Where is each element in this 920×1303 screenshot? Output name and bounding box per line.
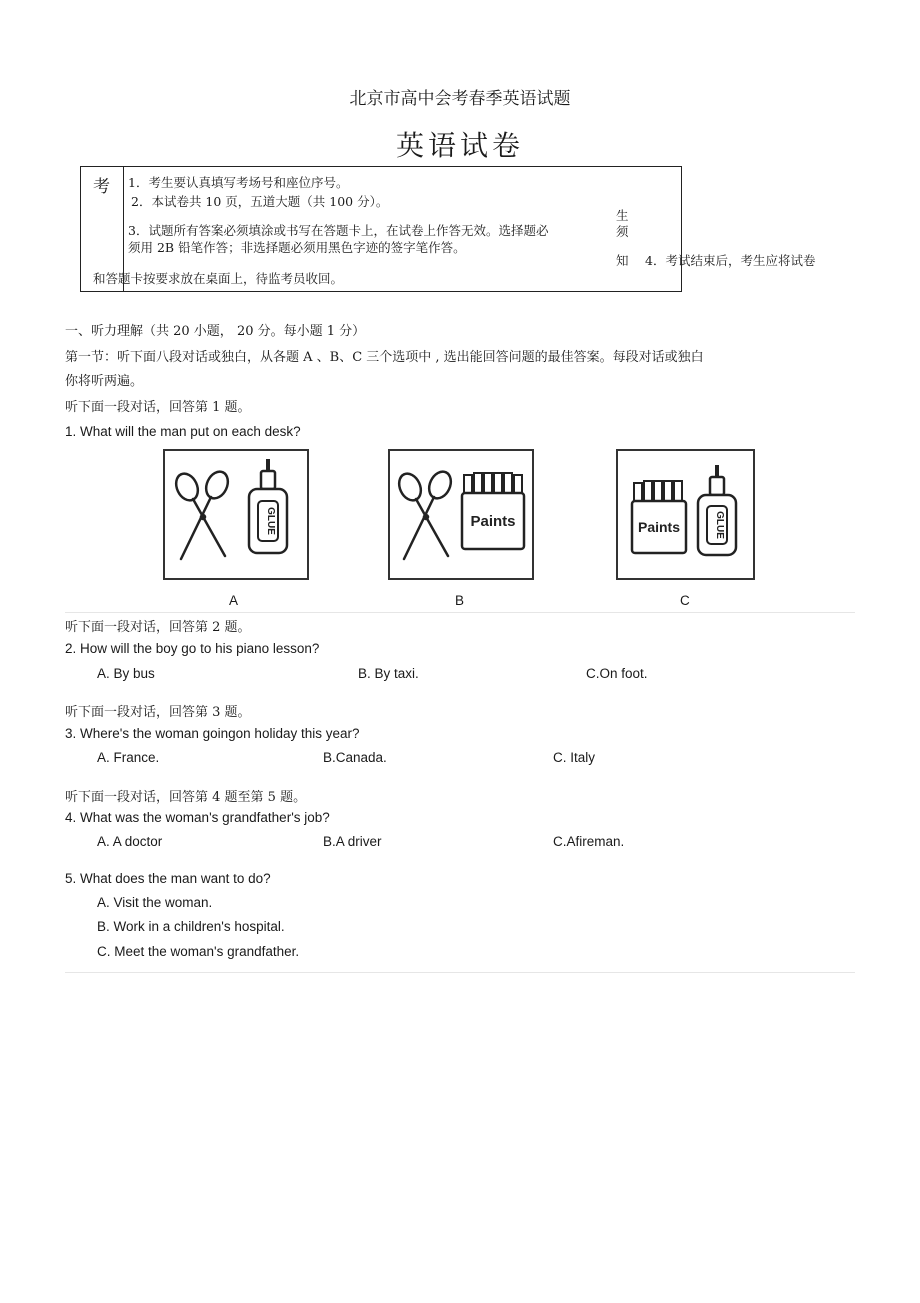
scissors-icon [172,468,232,559]
notice-label-xu: 须 [616,224,629,239]
page-title: 北京市高中会考春季英语试题 [349,89,571,109]
paints-label: Paints [637,519,681,535]
question-2-option-c: C.On foot. [586,666,648,681]
question-2-option-a: A. By bus [97,666,155,681]
question-intro-4: 听下面一段对话，回答第 4 题至第 5 题。 [65,790,307,805]
question-intro-2: 听下面一段对话，回答第 2 题。 [65,620,251,635]
question-2-option-b: B. By taxi. [358,666,419,681]
notice-label-kao: 考 [93,177,110,197]
paints-box-icon [632,481,686,553]
question-4-text: 4. What was the woman's grandfather's job? [65,810,330,825]
paints-label: Paints [470,513,516,530]
glue-icon [698,465,736,555]
notice-label-zhi: 知 [616,253,629,268]
paints-box-icon [462,473,524,549]
scissors-paints-illustration [390,451,532,578]
notice-item-3-line1: 3．试题所有答案必须填涂或书写在答题卡上，在试卷上作答无效。选择题必 [128,223,549,238]
question-5-text: 5. What does the man want to do? [65,871,271,886]
question-1-text: 1. What will the man put on each desk? [65,424,301,439]
image-label-b: B [455,593,465,608]
image-label-a: A [229,593,239,608]
question-3-option-a: A. France. [97,750,160,765]
glue-label: GLUE [265,507,276,535]
notice-label-sheng: 生 [616,208,629,223]
question-4-option-c: C.Afireman. [553,834,625,849]
scissors-icon [395,468,455,559]
scissors-glue-illustration [165,451,307,578]
question-2-text: 2. How will the boy go to his piano lesson? [65,641,320,656]
question-3-option-c: C. Italy [553,750,596,765]
option-image-b [388,449,534,580]
notice-item-4-line2: 和答题卡按要求放在桌面上，待监考员收回。 [93,271,344,286]
question-4-option-b: B.A driver [323,834,382,849]
question-5-option-a: A. Visit the woman. [97,895,213,910]
notice-item-1: 1．考生要认真填写考场号和座位序号。 [128,175,349,190]
divider-line [65,612,855,613]
question-5-option-c: C. Meet the woman's grandfather. [97,944,300,959]
option-image-c [616,449,755,580]
divider-line [65,972,855,973]
question-3-option-b: B.Canada. [323,750,387,765]
section-instruction-line1: 第一节：听下面八段对话或独白，从各题 A 、B、C 三个选项中 , 选出能回答问题的最佳答案。每段对话或独白 [65,350,704,365]
notice-item-3-line2: 须用 2B 铅笔作答；非选择题必须用黑色字迹的签字笔作答。 [128,240,466,255]
paper-subtitle: 英语试卷 [395,129,524,162]
notice-item-2: 2．本试卷共 10 页，五道大题（共 100 分）。 [131,194,389,209]
glue-label: GLUE [714,511,725,539]
question-intro-3: 听下面一段对话，回答第 3 题。 [65,705,251,720]
section-instruction-line2: 你将听两遍。 [65,374,144,389]
option-image-a [163,449,309,580]
question-intro-1: 听下面一段对话，回答第 1 题。 [65,400,251,415]
section-heading: 一、听力理解（共 20 小题， 20 分。每小题 1 分） [65,324,366,339]
image-label-c: C [680,593,690,608]
notice-item-4-line1: 4．考试结束后，考生应将试卷 [645,253,816,268]
paints-glue-illustration [618,451,753,578]
question-3-text: 3. Where's the woman goingon holiday this year? [65,726,360,741]
glue-icon [249,459,287,553]
question-5-option-b: B. Work in a children's hospital. [97,919,285,934]
question-4-option-a: A. A doctor [97,834,163,849]
